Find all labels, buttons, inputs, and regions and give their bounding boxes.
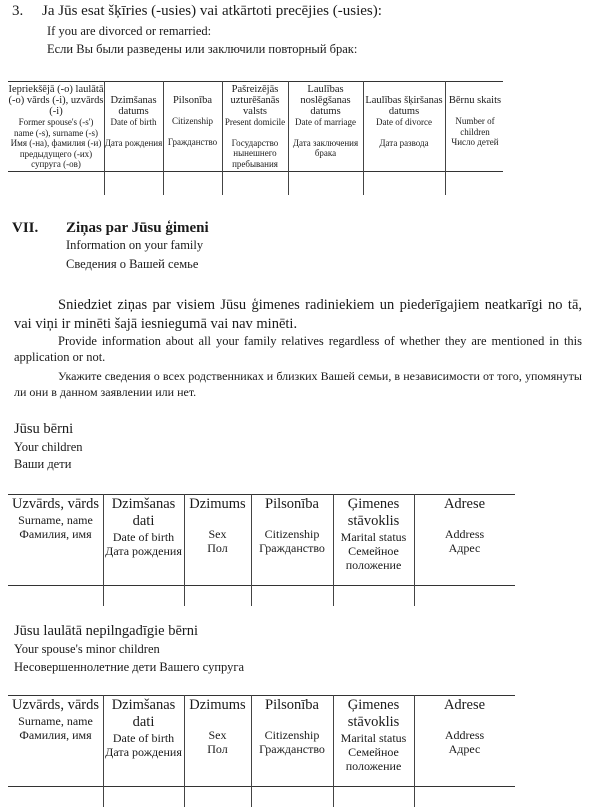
table-header-border — [8, 171, 503, 172]
header-en: Date of birth — [112, 530, 175, 544]
header-ru: Дата рождения — [104, 137, 163, 148]
header-ru: Семейное положение — [345, 544, 402, 572]
header-en: Surname, name — [18, 513, 93, 527]
instruction-en: Provide information about all your family relatives regardless of whether they are mentioned in this application or not. — [14, 334, 582, 364]
header-ru: Дата развода — [379, 137, 429, 148]
header-en: Present domicile — [224, 117, 286, 127]
instruction-ru: Укажите сведения о всех родственниках и близких Вашей семьи, в независимости от того, упомянуты ли они в данном заявлении или нет. — [14, 369, 582, 399]
spouse-children-table — [8, 695, 515, 807]
header-ru: Число детей — [451, 137, 499, 147]
header-lv: Adrese — [443, 496, 486, 512]
column-header-sex — [184, 496, 251, 555]
header-ru: Гражданство — [259, 742, 325, 756]
column-header-marital-status — [333, 496, 414, 572]
header-ru: Пол — [207, 541, 228, 555]
header-en: Date of birth — [112, 731, 175, 745]
column-header-surname-name — [8, 697, 103, 742]
column-header-citizenship — [251, 496, 333, 555]
spouse-children-title-ru: Несовершеннолетние дети Вашего супруга — [14, 660, 245, 674]
header-en: Marital status — [340, 530, 407, 544]
header-lv: Ģimenes stāvoklis — [347, 697, 400, 730]
column-header-present-domicile — [222, 84, 288, 169]
section-title-en: Information on your family — [66, 238, 204, 252]
header-lv: Pilsonība — [172, 95, 213, 106]
header-ru: Гражданство — [167, 136, 218, 147]
header-lv: Adrese — [443, 697, 486, 713]
header-lv: Dzimums — [189, 496, 246, 512]
header-ru: Семейное положение — [345, 745, 402, 773]
children-title-en: Your children — [14, 440, 83, 454]
header-lv: Pilsonība — [265, 697, 319, 713]
header-lv: Pašreizējās uzturēšanās valsts — [230, 84, 280, 117]
header-en: Address — [444, 527, 485, 541]
children-table — [8, 494, 515, 606]
children-title-lv: Jūsu bērni — [14, 421, 74, 437]
header-ru: Имя (-на), фамилия (-и) предыдущего (-их) супруга (-ов) — [10, 138, 102, 169]
header-lv: Pilsonība — [265, 496, 319, 512]
column-header-address — [414, 697, 515, 756]
spouse-children-title-lv: Jūsu laulātā nepilngadīgie bērni — [14, 623, 199, 639]
header-en: Sex — [208, 527, 227, 541]
header-ru: Фамилия, имя — [19, 527, 92, 541]
header-lv: Laulības noslēgšanas datums — [300, 84, 351, 117]
table-header-border — [8, 585, 515, 586]
table-header-border — [8, 786, 515, 787]
header-lv: Dzimums — [189, 697, 246, 713]
header-lv: Uzvārds, vārds — [12, 697, 99, 713]
header-en: Citizenship — [264, 527, 320, 541]
header-lv: Dzimšanas datums — [110, 95, 157, 117]
header-en: Marital status — [340, 731, 407, 745]
column-header-citizenship — [163, 95, 222, 147]
column-header-address — [414, 496, 515, 555]
header-lv: Iepriekšējā (-o) laulātā (-o) vārds (-i), uzvārds (-i) — [8, 84, 104, 117]
section-title-lv: Ziņas par Jūsu ģimeni — [66, 220, 209, 236]
header-ru: Дата рождения — [105, 544, 182, 558]
spouse-children-title-en: Your spouse's minor children — [14, 642, 160, 656]
header-ru: Государство нынешнего пребывания — [231, 137, 279, 169]
header-lv: Uzvārds, vārds — [12, 496, 99, 512]
table-top-border — [8, 81, 503, 82]
header-ru: Адрес — [448, 742, 481, 756]
instruction-lv: Sniedziet ziņas par visiem Jūsu ģimenes radiniekiem un piederīgajiem neatkarīgi no tā, vai viņi ir minēti šajā iesniegumā vai nav minēti. — [14, 297, 582, 332]
header-en: Citizenship — [264, 728, 320, 742]
header-lv: Laulības šķiršanas datums — [365, 95, 443, 117]
header-lv: Bērnu skaits — [448, 95, 502, 106]
header-en: Citizenship — [172, 116, 213, 126]
question-number: 3. — [12, 3, 24, 19]
column-header-date-of-divorce — [363, 95, 445, 148]
column-header-number-of-children — [445, 95, 505, 148]
table-top-border — [8, 695, 515, 696]
header-ru: Фамилия, имя — [19, 728, 92, 742]
header-en: Date of divorce — [376, 117, 432, 127]
question-title-ru: Если Вы были разведены или заключили повторный брак: — [47, 42, 358, 56]
header-en: Date of birth — [110, 117, 157, 127]
header-ru: Дата заключения брака — [292, 137, 359, 158]
column-header-surname-name — [8, 496, 103, 541]
children-title-ru: Ваши дети — [14, 457, 72, 471]
header-en: Former spouse's (-s') name (-s), surname (-s) — [14, 117, 98, 138]
column-header-date-of-marriage — [288, 84, 363, 159]
question-title-en: If you are divorced or remarried: — [47, 24, 212, 38]
section-title-ru: Сведения о Вашей семье — [66, 257, 199, 271]
table-top-border — [8, 494, 515, 495]
column-header-date-of-birth — [103, 496, 184, 558]
header-en: Date of marriage — [295, 117, 356, 127]
header-en: Address — [444, 728, 485, 742]
column-header-date-of-birth — [104, 95, 163, 148]
header-ru: Гражданство — [259, 541, 325, 555]
column-header-former-spouse-name — [8, 84, 104, 170]
section-number: VII. — [12, 220, 39, 236]
column-header-sex — [184, 697, 251, 756]
header-lv: Dzimšanas dati — [111, 496, 176, 529]
header-lv: Ģimenes stāvoklis — [347, 496, 400, 529]
former-spouse-table — [8, 81, 503, 195]
header-en: Sex — [208, 728, 227, 742]
question-title-lv: Ja Jūs esat šķīries (-usies) vai atkārtoti precējies (-usies): — [42, 3, 382, 19]
column-header-date-of-birth — [103, 697, 184, 759]
header-en: Surname, name — [18, 714, 93, 728]
column-header-citizenship — [251, 697, 333, 756]
header-ru: Дата рождения — [105, 745, 182, 759]
header-en: Number of children — [455, 116, 495, 137]
header-ru: Пол — [207, 742, 228, 756]
header-lv: Dzimšanas dati — [111, 697, 176, 730]
column-header-marital-status — [333, 697, 414, 773]
header-ru: Адрес — [448, 541, 481, 555]
